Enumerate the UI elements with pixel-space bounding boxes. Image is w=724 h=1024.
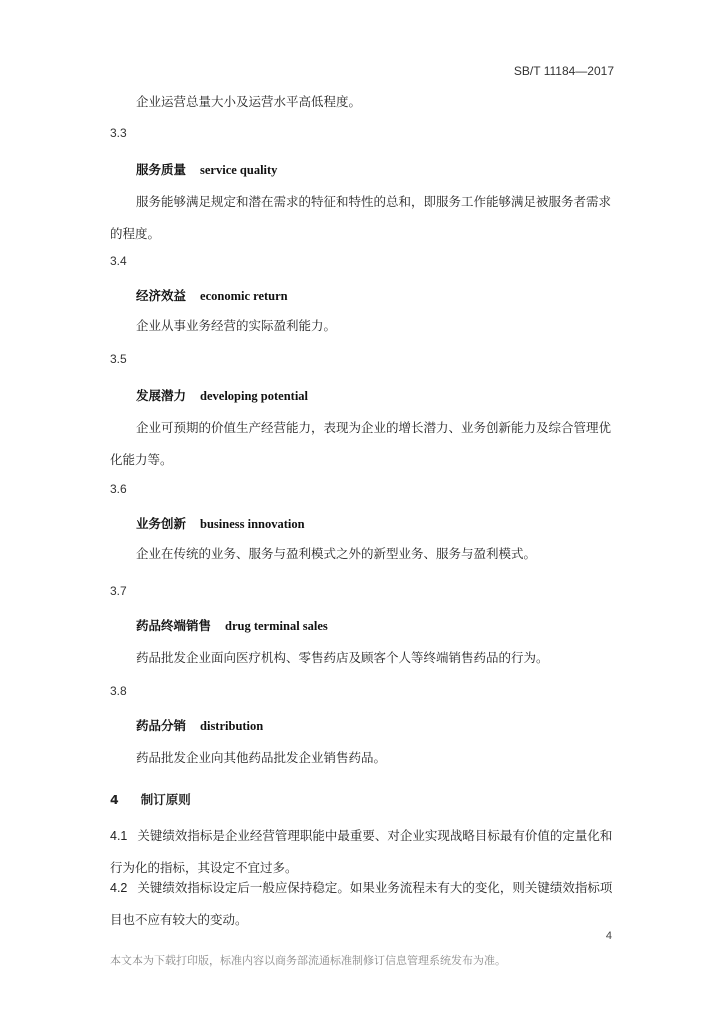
section-title: 制订原则 <box>140 792 191 807</box>
entry-number: 3.8 <box>110 684 127 698</box>
term-heading <box>136 160 277 178</box>
clause-number: 4.1 <box>110 829 128 843</box>
entry-number: 3.6 <box>110 482 127 496</box>
section-heading <box>110 790 191 808</box>
term-cn: 发展潜力 <box>136 388 187 403</box>
clause-text: 关键绩效指标设定后一般应保持稳定。如果业务流程未有大的变化，则关键绩效指标项目也不应有较大的变动。 <box>110 880 613 927</box>
term-heading <box>136 514 305 532</box>
section-number: 4 <box>110 792 119 807</box>
term-definition: 服务能够满足规定和潜在需求的特征和特性的总和，即服务工作能够满足被服务者需求的程度。 <box>110 194 612 241</box>
term-definition: 药品批发企业面向医疗机构、零售药店及顾客个人等终端销售药品的行为。 <box>136 650 549 665</box>
term-definition: 药品批发企业向其他药品批发企业销售药品。 <box>136 750 387 765</box>
term-heading <box>136 716 263 734</box>
entry-number: 3.7 <box>110 584 127 598</box>
term-en: distribution <box>200 719 264 733</box>
page-number: 4 <box>605 930 612 942</box>
term-definition: 企业可预期的价值生产经营能力，表现为企业的增长潜力、业务创新能力及综合管理优化能力等。 <box>110 420 612 467</box>
clause-number: 4.2 <box>110 881 128 895</box>
term-heading <box>136 286 288 304</box>
term-en: economic return <box>200 289 288 303</box>
term-cn: 药品分销 <box>136 718 187 733</box>
entry-number: 3.5 <box>110 352 127 366</box>
carry-over-text: 企业运营总量大小及运营水平高低程度。 <box>136 94 362 109</box>
term-cn: 服务质量 <box>136 162 187 177</box>
term-definition: 企业在传统的业务、服务与盈利模式之外的新型业务、服务与盈利模式。 <box>136 546 537 561</box>
term-en: drug terminal sales <box>225 619 328 633</box>
term-cn: 业务创新 <box>136 516 187 531</box>
entry-number: 3.4 <box>110 254 127 268</box>
standard-code: SB/T 11184—2017 <box>513 64 614 78</box>
term-en: business innovation <box>200 517 305 531</box>
term-cn: 经济效益 <box>136 288 187 303</box>
term-definition: 企业从事业务经营的实际盈利能力。 <box>136 318 337 333</box>
term-en: developing potential <box>200 389 309 403</box>
term-en: service quality <box>200 163 278 177</box>
entry-number: 3.3 <box>110 126 127 140</box>
footer-note: 本文本为下载打印版，标准内容以商务部流通标准制修订信息管理系统发布为准。 <box>110 954 506 967</box>
clause <box>110 872 620 936</box>
term-cn: 药品终端销售 <box>136 618 212 633</box>
term-heading <box>136 386 308 404</box>
term-heading <box>136 616 328 634</box>
clause-text: 关键绩效指标是企业经营管理职能中最重要、对企业实现战略目标最有价值的定量化和行为化的指标，其设定不宜过多。 <box>110 828 613 875</box>
